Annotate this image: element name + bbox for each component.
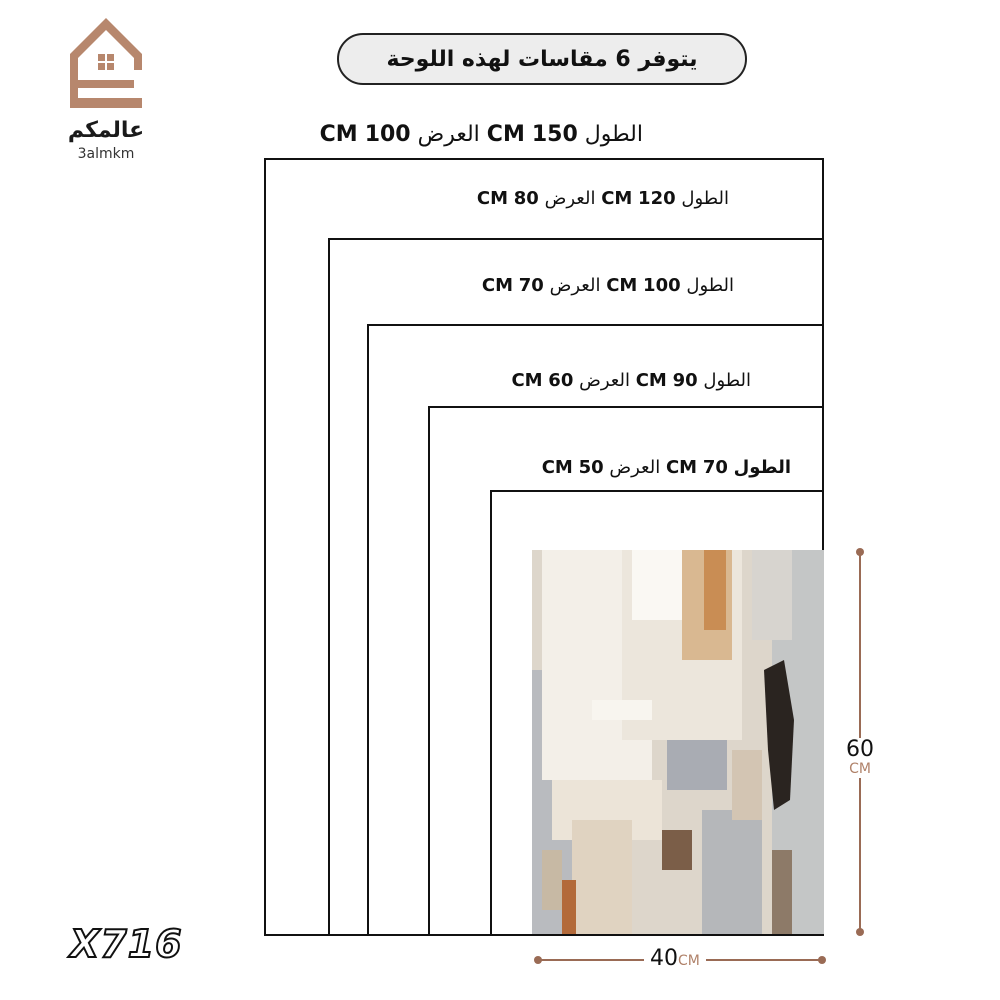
size-label-90x60: الطول 90 CM العرض 60 CM (511, 370, 751, 391)
house-icon (68, 14, 144, 110)
width-unit: CM (678, 953, 700, 969)
painting-preview (532, 550, 824, 934)
sizes-available-title: يتوفر 6 مقاسات لهذه اللوحة (337, 33, 747, 85)
width-value: 40 (650, 946, 678, 971)
size-label-70x50: الطول 70 CM العرض 50 CM (541, 457, 791, 478)
size-label-100x70: الطول 100 CM العرض 70 CM (481, 275, 734, 296)
width-dimension-label (644, 946, 706, 971)
size-label-120x80: الطول 120 CM العرض 80 CM (476, 188, 729, 209)
logo-name-arabic: عالمكم (67, 118, 145, 143)
product-code: X716 (70, 922, 183, 966)
height-dimension-label (838, 738, 882, 778)
logo-name-english: 3almkm (77, 146, 135, 162)
size-label-150x100: الطول 150 CM العرض 100 CM (319, 122, 643, 147)
height-unit: CM (849, 761, 871, 778)
height-value: 60 (846, 737, 874, 762)
